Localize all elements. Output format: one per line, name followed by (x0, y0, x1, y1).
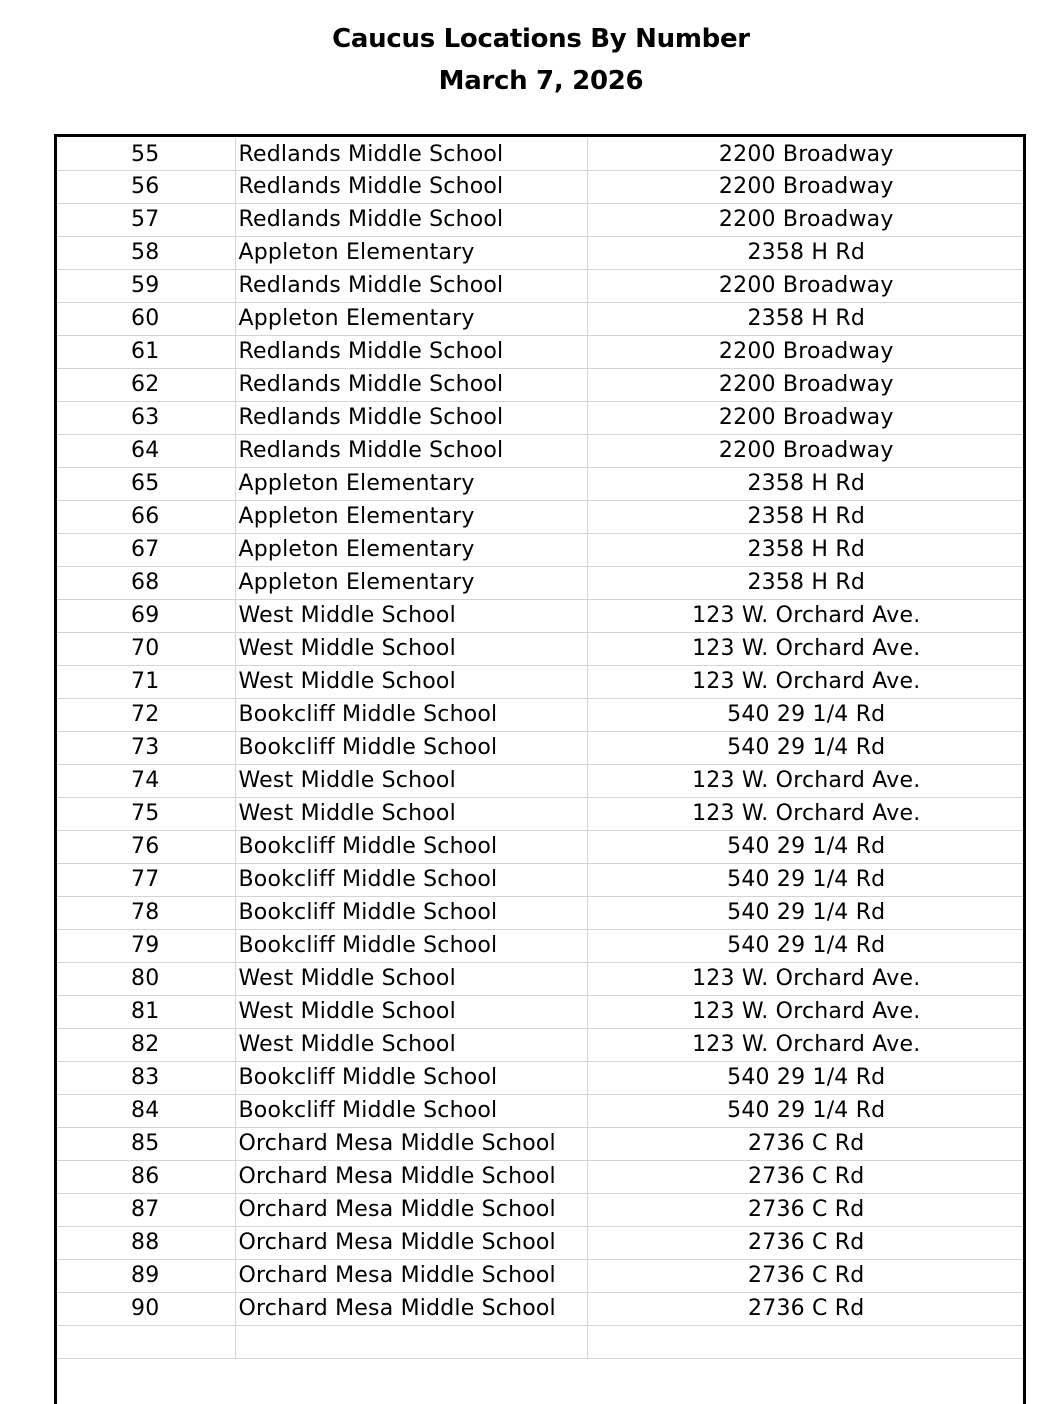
table-row (56, 368, 1025, 401)
precinct-number-cell: 55 (56, 137, 235, 170)
table-row (56, 896, 1025, 929)
address-cell: 2358 H Rd (587, 533, 1025, 566)
table-row (56, 830, 1025, 863)
table-row (56, 401, 1025, 434)
caucus-table-frame (54, 134, 1026, 1404)
address-cell: 540 29 1/4 Rd (587, 1061, 1025, 1094)
address-cell: 123 W. Orchard Ave. (587, 995, 1025, 1028)
location-name-cell: Redlands Middle School (235, 401, 587, 434)
address-cell (587, 1325, 1025, 1358)
location-name-cell: West Middle School (235, 599, 587, 632)
table-row (56, 731, 1025, 764)
precinct-number-cell: 69 (56, 599, 235, 632)
table-row (56, 1061, 1025, 1094)
table-row (56, 1259, 1025, 1292)
location-name-cell: Orchard Mesa Middle School (235, 1127, 587, 1160)
location-name-cell: Redlands Middle School (235, 269, 587, 302)
location-name-cell: Appleton Elementary (235, 236, 587, 269)
address-cell: 2200 Broadway (587, 170, 1025, 203)
table-row (56, 1226, 1025, 1259)
precinct-number-cell: 61 (56, 335, 235, 368)
address-cell: 2736 C Rd (587, 1193, 1025, 1226)
location-name-cell: Redlands Middle School (235, 170, 587, 203)
precinct-number-cell: 88 (56, 1226, 235, 1259)
address-cell: 2200 Broadway (587, 269, 1025, 302)
table-row (56, 1193, 1025, 1226)
location-name-cell: Redlands Middle School (235, 368, 587, 401)
address-cell: 2736 C Rd (587, 1127, 1025, 1160)
precinct-number-cell: 64 (56, 434, 235, 467)
location-name-cell: West Middle School (235, 632, 587, 665)
location-name-cell: West Middle School (235, 665, 587, 698)
address-cell: 123 W. Orchard Ave. (587, 599, 1025, 632)
table-row (56, 1094, 1025, 1127)
address-cell: 540 29 1/4 Rd (587, 863, 1025, 896)
precinct-number-cell: 71 (56, 665, 235, 698)
location-name-cell: Redlands Middle School (235, 434, 587, 467)
table-row (56, 1160, 1025, 1193)
location-name-cell: West Middle School (235, 962, 587, 995)
precinct-number-cell: 62 (56, 368, 235, 401)
address-cell: 2736 C Rd (587, 1160, 1025, 1193)
table-row (56, 566, 1025, 599)
location-name-cell: West Middle School (235, 797, 587, 830)
location-name-cell: Appleton Elementary (235, 566, 587, 599)
table-row (56, 1325, 1025, 1358)
table-row (56, 434, 1025, 467)
precinct-number-cell: 67 (56, 533, 235, 566)
address-cell: 123 W. Orchard Ave. (587, 764, 1025, 797)
location-name-cell: Orchard Mesa Middle School (235, 1292, 587, 1325)
location-name-cell: Appleton Elementary (235, 533, 587, 566)
table-row (56, 269, 1025, 302)
address-cell: 123 W. Orchard Ave. (587, 1028, 1025, 1061)
table-row (56, 863, 1025, 896)
precinct-number-cell: 83 (56, 1061, 235, 1094)
precinct-number-cell: 85 (56, 1127, 235, 1160)
table-row (56, 962, 1025, 995)
address-cell: 540 29 1/4 Rd (587, 830, 1025, 863)
precinct-number-cell: 72 (56, 698, 235, 731)
address-cell: 2358 H Rd (587, 467, 1025, 500)
address-cell: 540 29 1/4 Rd (587, 896, 1025, 929)
location-name-cell: Redlands Middle School (235, 137, 587, 170)
precinct-number-cell: 82 (56, 1028, 235, 1061)
precinct-number-cell: 58 (56, 236, 235, 269)
precinct-number-cell: 65 (56, 467, 235, 500)
location-name-cell: Bookcliff Middle School (235, 929, 587, 962)
precinct-number-cell: 60 (56, 302, 235, 335)
address-cell: 540 29 1/4 Rd (587, 1094, 1025, 1127)
precinct-number-cell: 84 (56, 1094, 235, 1127)
table-row (56, 764, 1025, 797)
location-name-cell: Appleton Elementary (235, 302, 587, 335)
precinct-number-cell: 70 (56, 632, 235, 665)
precinct-number-cell: 57 (56, 203, 235, 236)
location-name-cell: West Middle School (235, 1028, 587, 1061)
table-row (56, 797, 1025, 830)
precinct-number-cell: 87 (56, 1193, 235, 1226)
location-name-cell: Orchard Mesa Middle School (235, 1259, 587, 1292)
location-name-cell: Bookcliff Middle School (235, 830, 587, 863)
caucus-table (56, 137, 1025, 1359)
caucus-table-body (56, 137, 1025, 1358)
address-cell: 540 29 1/4 Rd (587, 731, 1025, 764)
precinct-number-cell: 59 (56, 269, 235, 302)
precinct-number-cell: 86 (56, 1160, 235, 1193)
precinct-number-cell: 77 (56, 863, 235, 896)
table-row (56, 665, 1025, 698)
location-name-cell (235, 1325, 587, 1358)
table-row (56, 632, 1025, 665)
precinct-number-cell (56, 1325, 235, 1358)
location-name-cell: Bookcliff Middle School (235, 896, 587, 929)
precinct-number-cell: 73 (56, 731, 235, 764)
table-row (56, 467, 1025, 500)
location-name-cell: Appleton Elementary (235, 500, 587, 533)
precinct-number-cell: 63 (56, 401, 235, 434)
document-header (0, 18, 1056, 102)
precinct-number-cell: 76 (56, 830, 235, 863)
location-name-cell: Bookcliff Middle School (235, 731, 587, 764)
location-name-cell: West Middle School (235, 764, 587, 797)
address-cell: 123 W. Orchard Ave. (587, 962, 1025, 995)
table-row (56, 533, 1025, 566)
location-name-cell: Bookcliff Middle School (235, 1094, 587, 1127)
location-name-cell: Bookcliff Middle School (235, 1061, 587, 1094)
precinct-number-cell: 81 (56, 995, 235, 1028)
address-cell: 2200 Broadway (587, 368, 1025, 401)
address-cell: 2358 H Rd (587, 500, 1025, 533)
address-cell: 540 29 1/4 Rd (587, 698, 1025, 731)
location-name-cell: Redlands Middle School (235, 203, 587, 236)
address-cell: 123 W. Orchard Ave. (587, 665, 1025, 698)
table-row (56, 302, 1025, 335)
precinct-number-cell: 66 (56, 500, 235, 533)
precinct-number-cell: 79 (56, 929, 235, 962)
precinct-number-cell: 56 (56, 170, 235, 203)
table-row (56, 170, 1025, 203)
address-cell: 540 29 1/4 Rd (587, 929, 1025, 962)
precinct-number-cell: 75 (56, 797, 235, 830)
precinct-number-cell: 74 (56, 764, 235, 797)
location-name-cell: Orchard Mesa Middle School (235, 1193, 587, 1226)
address-cell: 2358 H Rd (587, 566, 1025, 599)
address-cell: 2736 C Rd (587, 1259, 1025, 1292)
location-name-cell: Redlands Middle School (235, 335, 587, 368)
address-cell: 2358 H Rd (587, 302, 1025, 335)
address-cell: 2736 C Rd (587, 1226, 1025, 1259)
table-row (56, 929, 1025, 962)
location-name-cell: Orchard Mesa Middle School (235, 1226, 587, 1259)
table-row (56, 335, 1025, 368)
address-cell: 2736 C Rd (587, 1292, 1025, 1325)
precinct-number-cell: 89 (56, 1259, 235, 1292)
table-row (56, 1292, 1025, 1325)
table-row (56, 1028, 1025, 1061)
precinct-number-cell: 90 (56, 1292, 235, 1325)
address-cell: 2200 Broadway (587, 203, 1025, 236)
page-title: Caucus Locations By Number (332, 24, 750, 54)
location-name-cell: Orchard Mesa Middle School (235, 1160, 587, 1193)
location-name-cell: West Middle School (235, 995, 587, 1028)
location-name-cell: Appleton Elementary (235, 467, 587, 500)
address-cell: 2358 H Rd (587, 236, 1025, 269)
table-row (56, 995, 1025, 1028)
table-row (56, 1127, 1025, 1160)
table-row (56, 236, 1025, 269)
location-name-cell: Bookcliff Middle School (235, 863, 587, 896)
table-row (56, 698, 1025, 731)
table-row (56, 500, 1025, 533)
address-cell: 2200 Broadway (587, 335, 1025, 368)
table-row (56, 203, 1025, 236)
address-cell: 2200 Broadway (587, 401, 1025, 434)
location-name-cell: Bookcliff Middle School (235, 698, 587, 731)
table-row (56, 137, 1025, 170)
precinct-number-cell: 78 (56, 896, 235, 929)
table-row (56, 599, 1025, 632)
address-cell: 2200 Broadway (587, 137, 1025, 170)
address-cell: 123 W. Orchard Ave. (587, 797, 1025, 830)
page-date: March 7, 2026 (438, 66, 644, 96)
address-cell: 123 W. Orchard Ave. (587, 632, 1025, 665)
address-cell: 2200 Broadway (587, 434, 1025, 467)
precinct-number-cell: 80 (56, 962, 235, 995)
precinct-number-cell: 68 (56, 566, 235, 599)
